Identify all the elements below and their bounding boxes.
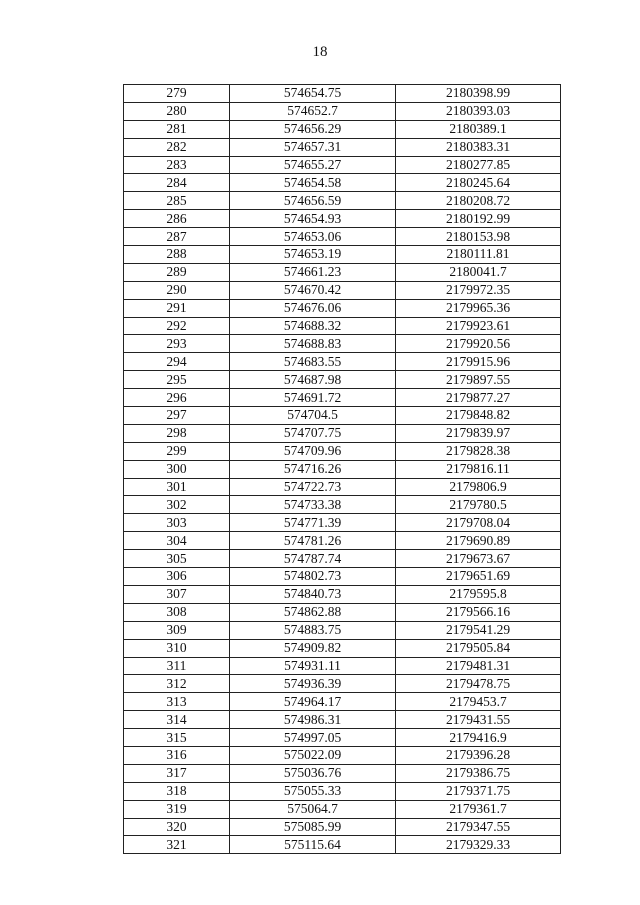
point-number-cell: 317	[124, 764, 230, 782]
point-number-cell: 304	[124, 532, 230, 550]
point-number-cell: 285	[124, 192, 230, 210]
point-number-cell: 281	[124, 120, 230, 138]
table-row	[124, 174, 561, 192]
point-number-cell: 312	[124, 675, 230, 693]
y-coordinate-cell: 2180245.64	[396, 174, 561, 192]
y-coordinate-cell: 2179651.69	[396, 568, 561, 586]
point-number-cell: 292	[124, 317, 230, 335]
table-row	[124, 424, 561, 442]
x-coordinate-cell: 574654.58	[230, 174, 396, 192]
y-coordinate-cell: 2179505.84	[396, 639, 561, 657]
y-coordinate-cell: 2179566.16	[396, 603, 561, 621]
y-coordinate-cell: 2179848.82	[396, 407, 561, 425]
point-number-cell: 298	[124, 424, 230, 442]
y-coordinate-cell: 2179972.35	[396, 281, 561, 299]
x-coordinate-cell: 574964.17	[230, 693, 396, 711]
table-row	[124, 603, 561, 621]
point-number-cell: 286	[124, 210, 230, 228]
table-row	[124, 478, 561, 496]
y-coordinate-cell: 2180153.98	[396, 228, 561, 246]
y-coordinate-cell: 2179806.9	[396, 478, 561, 496]
y-coordinate-cell: 2179478.75	[396, 675, 561, 693]
point-number-cell: 284	[124, 174, 230, 192]
table-row	[124, 246, 561, 264]
y-coordinate-cell: 2179915.96	[396, 353, 561, 371]
point-number-cell: 293	[124, 335, 230, 353]
table-row	[124, 800, 561, 818]
y-coordinate-cell: 2179690.89	[396, 532, 561, 550]
x-coordinate-cell: 574883.75	[230, 621, 396, 639]
y-coordinate-cell: 2179708.04	[396, 514, 561, 532]
x-coordinate-cell: 574691.72	[230, 389, 396, 407]
x-coordinate-cell: 575022.09	[230, 746, 396, 764]
point-number-cell: 283	[124, 156, 230, 174]
table-row	[124, 120, 561, 138]
y-coordinate-cell: 2180389.1	[396, 120, 561, 138]
x-coordinate-cell: 574655.27	[230, 156, 396, 174]
y-coordinate-cell: 2179839.97	[396, 424, 561, 442]
y-coordinate-cell: 2179897.55	[396, 371, 561, 389]
table-row	[124, 532, 561, 550]
y-coordinate-cell: 2179965.36	[396, 299, 561, 317]
x-coordinate-cell: 574781.26	[230, 532, 396, 550]
x-coordinate-cell: 574862.88	[230, 603, 396, 621]
table-row	[124, 764, 561, 782]
point-number-cell: 308	[124, 603, 230, 621]
point-number-cell: 279	[124, 85, 230, 103]
point-number-cell: 299	[124, 442, 230, 460]
table-row	[124, 693, 561, 711]
point-number-cell: 297	[124, 407, 230, 425]
x-coordinate-cell: 574652.7	[230, 102, 396, 120]
y-coordinate-cell: 2179541.29	[396, 621, 561, 639]
table-row	[124, 657, 561, 675]
x-coordinate-cell: 574688.83	[230, 335, 396, 353]
y-coordinate-cell: 2179877.27	[396, 389, 561, 407]
point-number-cell: 320	[124, 818, 230, 836]
point-number-cell: 315	[124, 729, 230, 747]
point-number-cell: 289	[124, 263, 230, 281]
table-row	[124, 102, 561, 120]
y-coordinate-cell: 2180277.85	[396, 156, 561, 174]
x-coordinate-cell: 574986.31	[230, 711, 396, 729]
table-row	[124, 317, 561, 335]
x-coordinate-cell: 574653.19	[230, 246, 396, 264]
x-coordinate-cell: 574656.29	[230, 120, 396, 138]
y-coordinate-cell: 2179923.61	[396, 317, 561, 335]
x-coordinate-cell: 574709.96	[230, 442, 396, 460]
point-number-cell: 302	[124, 496, 230, 514]
x-coordinate-cell: 575036.76	[230, 764, 396, 782]
point-number-cell: 300	[124, 460, 230, 478]
x-coordinate-cell: 574722.73	[230, 478, 396, 496]
table-row	[124, 460, 561, 478]
y-coordinate-cell: 2179595.8	[396, 585, 561, 603]
table-row	[124, 389, 561, 407]
x-coordinate-cell: 574716.26	[230, 460, 396, 478]
table-row	[124, 353, 561, 371]
y-coordinate-cell: 2179920.56	[396, 335, 561, 353]
point-number-cell: 309	[124, 621, 230, 639]
coordinates-table-body	[124, 85, 561, 854]
point-number-cell: 321	[124, 836, 230, 854]
x-coordinate-cell: 574683.55	[230, 353, 396, 371]
x-coordinate-cell: 574661.23	[230, 263, 396, 281]
point-number-cell: 319	[124, 800, 230, 818]
point-number-cell: 313	[124, 693, 230, 711]
table-row	[124, 514, 561, 532]
x-coordinate-cell: 574654.93	[230, 210, 396, 228]
point-number-cell: 288	[124, 246, 230, 264]
x-coordinate-cell: 574656.59	[230, 192, 396, 210]
point-number-cell: 296	[124, 389, 230, 407]
x-coordinate-cell: 574653.06	[230, 228, 396, 246]
table-row	[124, 729, 561, 747]
y-coordinate-cell: 2179329.33	[396, 836, 561, 854]
table-row	[124, 639, 561, 657]
point-number-cell: 307	[124, 585, 230, 603]
table-row	[124, 407, 561, 425]
point-number-cell: 290	[124, 281, 230, 299]
table-row	[124, 192, 561, 210]
x-coordinate-cell: 574688.32	[230, 317, 396, 335]
table-row	[124, 585, 561, 603]
point-number-cell: 301	[124, 478, 230, 496]
y-coordinate-cell: 2180393.03	[396, 102, 561, 120]
table-row	[124, 836, 561, 854]
table-row	[124, 210, 561, 228]
y-coordinate-cell: 2180192.99	[396, 210, 561, 228]
point-number-cell: 311	[124, 657, 230, 675]
point-number-cell: 295	[124, 371, 230, 389]
y-coordinate-cell: 2180398.99	[396, 85, 561, 103]
table-row	[124, 675, 561, 693]
point-number-cell: 294	[124, 353, 230, 371]
point-number-cell: 316	[124, 746, 230, 764]
x-coordinate-cell: 574771.39	[230, 514, 396, 532]
y-coordinate-cell: 2180383.31	[396, 138, 561, 156]
x-coordinate-cell: 574654.75	[230, 85, 396, 103]
table-row	[124, 782, 561, 800]
x-coordinate-cell: 575115.64	[230, 836, 396, 854]
table-row	[124, 228, 561, 246]
x-coordinate-cell: 574657.31	[230, 138, 396, 156]
y-coordinate-cell: 2180111.81	[396, 246, 561, 264]
table-row	[124, 818, 561, 836]
y-coordinate-cell: 2179361.7	[396, 800, 561, 818]
table-row	[124, 335, 561, 353]
x-coordinate-cell: 574936.39	[230, 675, 396, 693]
x-coordinate-cell: 574997.05	[230, 729, 396, 747]
point-number-cell: 305	[124, 550, 230, 568]
page-number: 18	[312, 44, 328, 60]
x-coordinate-cell: 574802.73	[230, 568, 396, 586]
table-row	[124, 281, 561, 299]
point-number-cell: 314	[124, 711, 230, 729]
point-number-cell: 287	[124, 228, 230, 246]
x-coordinate-cell: 574931.11	[230, 657, 396, 675]
y-coordinate-cell: 2179673.67	[396, 550, 561, 568]
x-coordinate-cell: 574704.5	[230, 407, 396, 425]
x-coordinate-cell: 574840.73	[230, 585, 396, 603]
table-row	[124, 568, 561, 586]
table-row	[124, 371, 561, 389]
y-coordinate-cell: 2179780.5	[396, 496, 561, 514]
y-coordinate-cell: 2179416.9	[396, 729, 561, 747]
y-coordinate-cell: 2179816.11	[396, 460, 561, 478]
x-coordinate-cell: 574687.98	[230, 371, 396, 389]
y-coordinate-cell: 2179371.75	[396, 782, 561, 800]
y-coordinate-cell: 2180041.7	[396, 263, 561, 281]
table-row	[124, 442, 561, 460]
x-coordinate-cell: 574733.38	[230, 496, 396, 514]
x-coordinate-cell: 575055.33	[230, 782, 396, 800]
y-coordinate-cell: 2179481.31	[396, 657, 561, 675]
y-coordinate-cell: 2179396.28	[396, 746, 561, 764]
y-coordinate-cell: 2179347.55	[396, 818, 561, 836]
point-number-cell: 291	[124, 299, 230, 317]
x-coordinate-cell: 575085.99	[230, 818, 396, 836]
x-coordinate-cell: 575064.7	[230, 800, 396, 818]
x-coordinate-cell: 574670.42	[230, 281, 396, 299]
table-row	[124, 85, 561, 103]
table-row	[124, 299, 561, 317]
point-number-cell: 310	[124, 639, 230, 657]
point-number-cell: 306	[124, 568, 230, 586]
table-row	[124, 138, 561, 156]
y-coordinate-cell: 2180208.72	[396, 192, 561, 210]
table-row	[124, 263, 561, 281]
x-coordinate-cell: 574676.06	[230, 299, 396, 317]
table-row	[124, 550, 561, 568]
table-row	[124, 156, 561, 174]
point-number-cell: 280	[124, 102, 230, 120]
y-coordinate-cell: 2179828.38	[396, 442, 561, 460]
table-row	[124, 496, 561, 514]
point-number-cell: 282	[124, 138, 230, 156]
table-row	[124, 711, 561, 729]
point-number-cell: 303	[124, 514, 230, 532]
y-coordinate-cell: 2179431.55	[396, 711, 561, 729]
x-coordinate-cell: 574787.74	[230, 550, 396, 568]
y-coordinate-cell: 2179386.75	[396, 764, 561, 782]
table-row	[124, 621, 561, 639]
x-coordinate-cell: 574707.75	[230, 424, 396, 442]
coordinates-table	[123, 84, 561, 854]
point-number-cell: 318	[124, 782, 230, 800]
y-coordinate-cell: 2179453.7	[396, 693, 561, 711]
table-row	[124, 746, 561, 764]
x-coordinate-cell: 574909.82	[230, 639, 396, 657]
